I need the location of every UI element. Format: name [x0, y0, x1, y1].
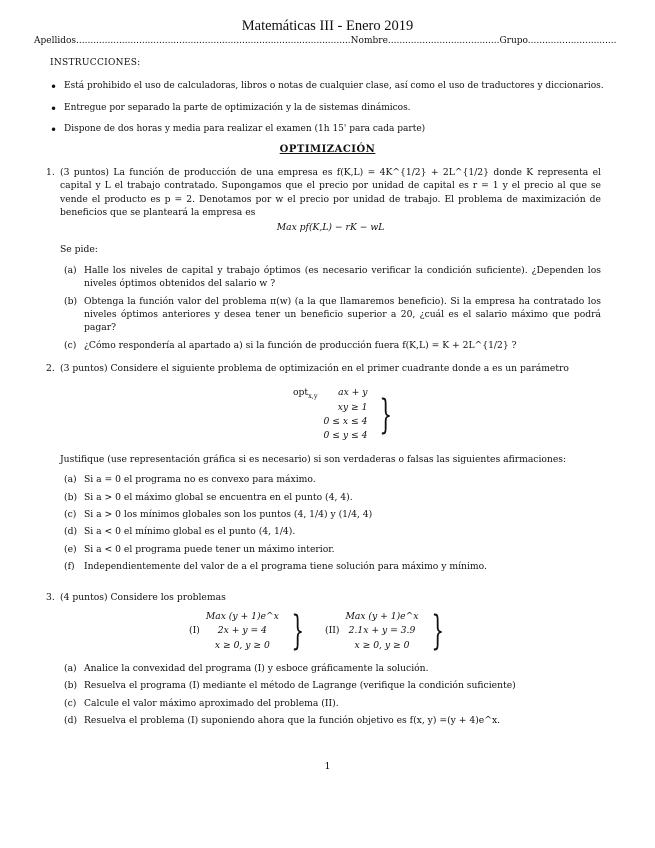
system-I-label: (I): [189, 625, 200, 637]
system-line: Max (y + 1)e^x: [205, 611, 279, 622]
problem-subitems: [60, 662, 601, 727]
exam-title: Matemáticas III - Enero 2019: [241, 18, 414, 34]
subitem-text: Halle los niveles de capital y trabajo óptimos (es necesario verificar la condición suficiente). ¿Dependen los niveles óptimos obtenidos del salario w ?: [84, 265, 601, 290]
system-line: xy ≥ 1: [337, 401, 368, 413]
subitem-text: Resuelva el programa (I) mediante el método de Lagrange (verifique la condición suficiente): [84, 680, 516, 692]
section-title: OPTIMIZACIÓN: [279, 144, 376, 155]
subitem: [60, 295, 601, 335]
problem-subitems: [60, 473, 601, 573]
subitem-text: Resuelva el problema (I) suponiendo ahora que la función objetivo es f(x, y) =(y + 4)e^x.: [84, 715, 501, 727]
subitem-label: (a): [64, 663, 77, 674]
subitem-label: (c): [64, 339, 77, 351]
problem-number: 2.: [46, 363, 55, 374]
problem-3-system-I: [186, 610, 313, 653]
instruction-item: • Entregue por separado la parte de optimización y la de sistemas dinámicos.: [50, 102, 610, 115]
grupo-field: ...............................: [527, 36, 617, 46]
system-line: 2.1x + y = 3.9: [348, 625, 416, 637]
student-info-line: [34, 35, 616, 48]
apellidos-label: Apellidos: [34, 36, 77, 46]
system-line: Max (y + 1)e^x: [345, 611, 419, 622]
subitem-label: (a): [64, 265, 77, 277]
page-number: 1: [324, 761, 331, 772]
system-line: 0 ≤ y ≤ 4: [323, 430, 368, 442]
problem-3: [46, 591, 601, 604]
problem-3-system-II: [322, 610, 453, 653]
problem-intro: (3 puntos) La función de producción de una empresa es f(K,L) = 4K^{1/2} + 2L^{1/2} donde K representa el capital y L el trabajo contratado. Supongamos que el precio por unidad de capital es r = 1 y el precio al que se vende el producto es p = 2. Denotamos por w el precio por unidad de trabajo. El problema de maximización de beneficios que se planteará la empresa es: [60, 167, 601, 219]
subitem: [60, 560, 601, 573]
opt-operator: opt$_{x,y}$: [293, 387, 318, 400]
problem-subitems: [60, 264, 601, 352]
subitem: [60, 543, 601, 556]
right-brace-icon: }: [430, 608, 444, 655]
subitem: [60, 473, 601, 486]
system-line: ax + y: [338, 387, 368, 399]
problem-2: [46, 362, 601, 375]
system-II-label: (II): [325, 625, 340, 637]
instructions-heading: INSTRUCCIONES:: [50, 58, 141, 68]
problem-2-system: [290, 386, 402, 444]
subitem: [60, 508, 601, 521]
subitem-label: (b): [64, 295, 78, 307]
subitem-text: Obtenga la función valor del problema π(w) (a la que llamaremos beneficio). Si la empresa ha contratado los niveles óptimos anteriores y desea tener un beneficio superior a 20, ¿cuál es el salario máximo que podrá pagar?: [84, 295, 601, 334]
apellidos-field: ................................................................................................: [76, 36, 351, 46]
subitem-text: Si a > 0 el máximo global se encuentra en el punto (4, 4).: [84, 491, 353, 503]
subitem: [60, 714, 601, 727]
problem-justify: Justifique (use representación gráfica si es necesario) si son verdaderas o falsas las siguientes afirmaciones:: [60, 454, 567, 465]
subitem: [60, 525, 601, 538]
subitem-label: (c): [64, 697, 77, 709]
subitem: [60, 662, 601, 675]
subitem-text: Si a > 0 los mínimos globales son los puntos (4, 1/4) y (1/4, 4): [84, 509, 373, 521]
subitem-label: (f): [64, 561, 75, 573]
subitem-text: Independientemente del valor de a el programa tiene solución para máximo y mínimo.: [84, 561, 487, 573]
right-brace-icon: }: [291, 608, 304, 655]
problem-2-questions: [46, 453, 601, 577]
subitem-label: (b): [64, 491, 78, 503]
subitem-label: (c): [64, 509, 77, 521]
problem-intro: (3 puntos) Considere el siguiente problema de optimización en el primer cuadrante donde a es un parámetro: [60, 363, 569, 374]
system-line: 2x + y = 4: [217, 625, 267, 637]
grupo-label: Grupo: [499, 36, 528, 46]
subitem-label: (b): [64, 680, 78, 692]
subitem: [60, 339, 601, 352]
problem-number: 1.: [46, 167, 55, 178]
problem-intro: (4 puntos) Considere los problemas: [60, 592, 226, 603]
subitem: [60, 264, 601, 291]
system-line: x ≥ 0, y ≥ 0: [214, 639, 270, 651]
subitem-label: (e): [64, 543, 77, 555]
right-brace-icon: }: [379, 391, 393, 438]
nombre-label: Nombre: [350, 36, 388, 46]
subitem-label: (d): [64, 526, 78, 538]
problem-1: [46, 166, 601, 356]
subitem-label: (a): [64, 474, 77, 486]
problem-3-questions: [46, 662, 601, 731]
nombre-field: .......................................: [387, 36, 500, 46]
subitem-label: (d): [64, 715, 78, 727]
subitem: [60, 679, 601, 692]
subitem: [60, 697, 601, 710]
subitem-text: Si a < 0 el programa puede tener un máximo interior.: [84, 543, 335, 555]
subitem-text: Si a < 0 el mínimo global es el punto (4, 1/4).: [84, 526, 296, 538]
instructions-list: [50, 80, 610, 145]
subitem: [60, 491, 601, 504]
problem-number: 3.: [46, 592, 55, 603]
instruction-item: • Está prohibido el uso de calculadoras, libros o notas de cualquier clase, así como el uso de traductores y diccionarios.: [50, 80, 610, 93]
system-line: x ≥ 0, y ≥ 0: [354, 639, 410, 651]
problem-formula: Max pf(K,L) − rK − wL: [276, 222, 385, 234]
subitem-text: Si a = 0 el programa no es convexo para máximo.: [84, 474, 316, 486]
se-pide-label: Se pide:: [60, 243, 98, 255]
subitem-text: ¿Cómo respondería al apartado a) si la función de producción fuera f(K,L) = K + 2L^{1/2} ?: [84, 339, 517, 351]
subitem-text: Calcule el valor máximo aproximado del problema (II).: [84, 697, 339, 709]
instruction-item: • Dispone de dos horas y media para realizar el examen (1h 15' para cada parte): [50, 123, 610, 136]
subitem-text: Analice la convexidad del programa (I) y esboce gráficamente la solución.: [84, 663, 429, 674]
system-line: 0 ≤ x ≤ 4: [323, 416, 368, 428]
